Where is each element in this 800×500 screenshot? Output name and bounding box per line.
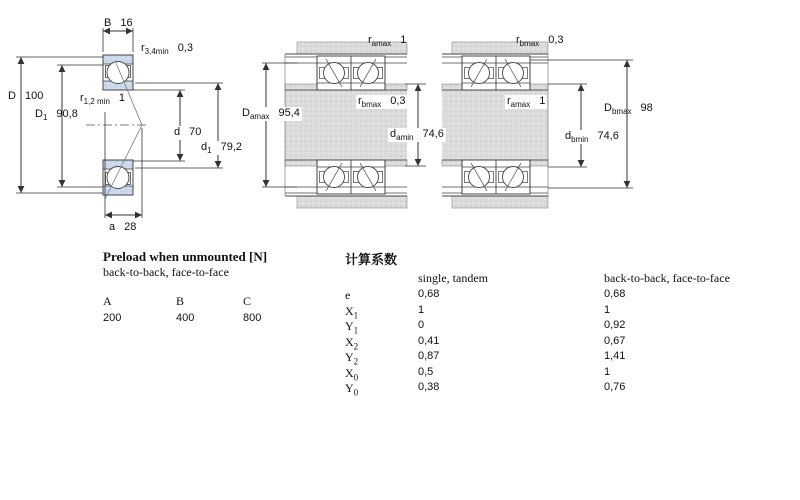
dim-label-ramax-b: $r_{amax}$ 1	[507, 95, 546, 110]
preload-value-a: 200	[103, 312, 122, 324]
dim-label-a: a 28	[109, 221, 137, 233]
preload-col-c: C	[243, 294, 252, 308]
factor-row-x0: $X_0$ 0,5 1	[345, 366, 611, 383]
dim-label-dbmin: $d_{bmin}$ 74,6	[565, 130, 619, 145]
factors-table-title: 计算系数	[345, 252, 398, 267]
factor-row-y0: $Y_0$ 0,38 0,76	[345, 381, 626, 398]
paired-bearing-section-b	[442, 42, 633, 208]
dim-label-rbmax-a: $r_{bmax}$ 0,3	[358, 95, 406, 110]
dim-label-D: D 100	[8, 90, 44, 102]
dim-label-Damax: $D_{amax}$ 95,4	[242, 107, 300, 122]
preload-table-title: Preload when unmounted [N]	[103, 249, 268, 264]
dim-label-B: B 16	[104, 17, 133, 29]
factors-col2-header: back-to-back, face-to-face	[604, 271, 730, 285]
factor-row-e: e 0,68 0,68	[345, 288, 626, 302]
dim-label-rbmax-b: $r_{bmax}$ 0,3	[516, 34, 564, 49]
factor-row-x2: $X_2$ 0,41 0,67	[345, 335, 626, 352]
preload-value-b: 400	[176, 312, 195, 324]
factors-col1-header: single, tandem	[418, 271, 488, 285]
preload-col-a: A	[103, 294, 112, 308]
single-bearing-section	[16, 28, 223, 218]
dim-label-damin: $d_{amin}$ 74,6	[390, 128, 444, 143]
paired-bearing-section-a	[262, 42, 426, 208]
dim-label-D1: $D_1$ 90,8	[35, 108, 78, 123]
factor-row-y2: $Y_2$ 0,87 1,41	[345, 350, 626, 367]
dim-label-d1: $d_1$ 79,2	[201, 141, 242, 156]
dim-label-d: d 70	[172, 126, 203, 140]
dim-label-Dbmax: $D_{bmax}$ 98	[604, 102, 653, 117]
dim-label-r12: $r_{1,2 min}$ 1	[80, 92, 126, 107]
dim-label-ramax-a: $r_{amax}$ 1	[368, 34, 407, 49]
dim-label-r34: $r_{3,4min}$ 0,3	[141, 42, 193, 57]
preload-table-subtitle: back-to-back, face-to-face	[103, 265, 229, 279]
factor-row-x1: $X_1$ 1 1	[345, 304, 611, 321]
preload-value-c: 800	[243, 312, 262, 324]
preload-col-b: B	[176, 294, 185, 308]
factor-row-y1: $Y_1$ 0 0,92	[345, 319, 626, 336]
